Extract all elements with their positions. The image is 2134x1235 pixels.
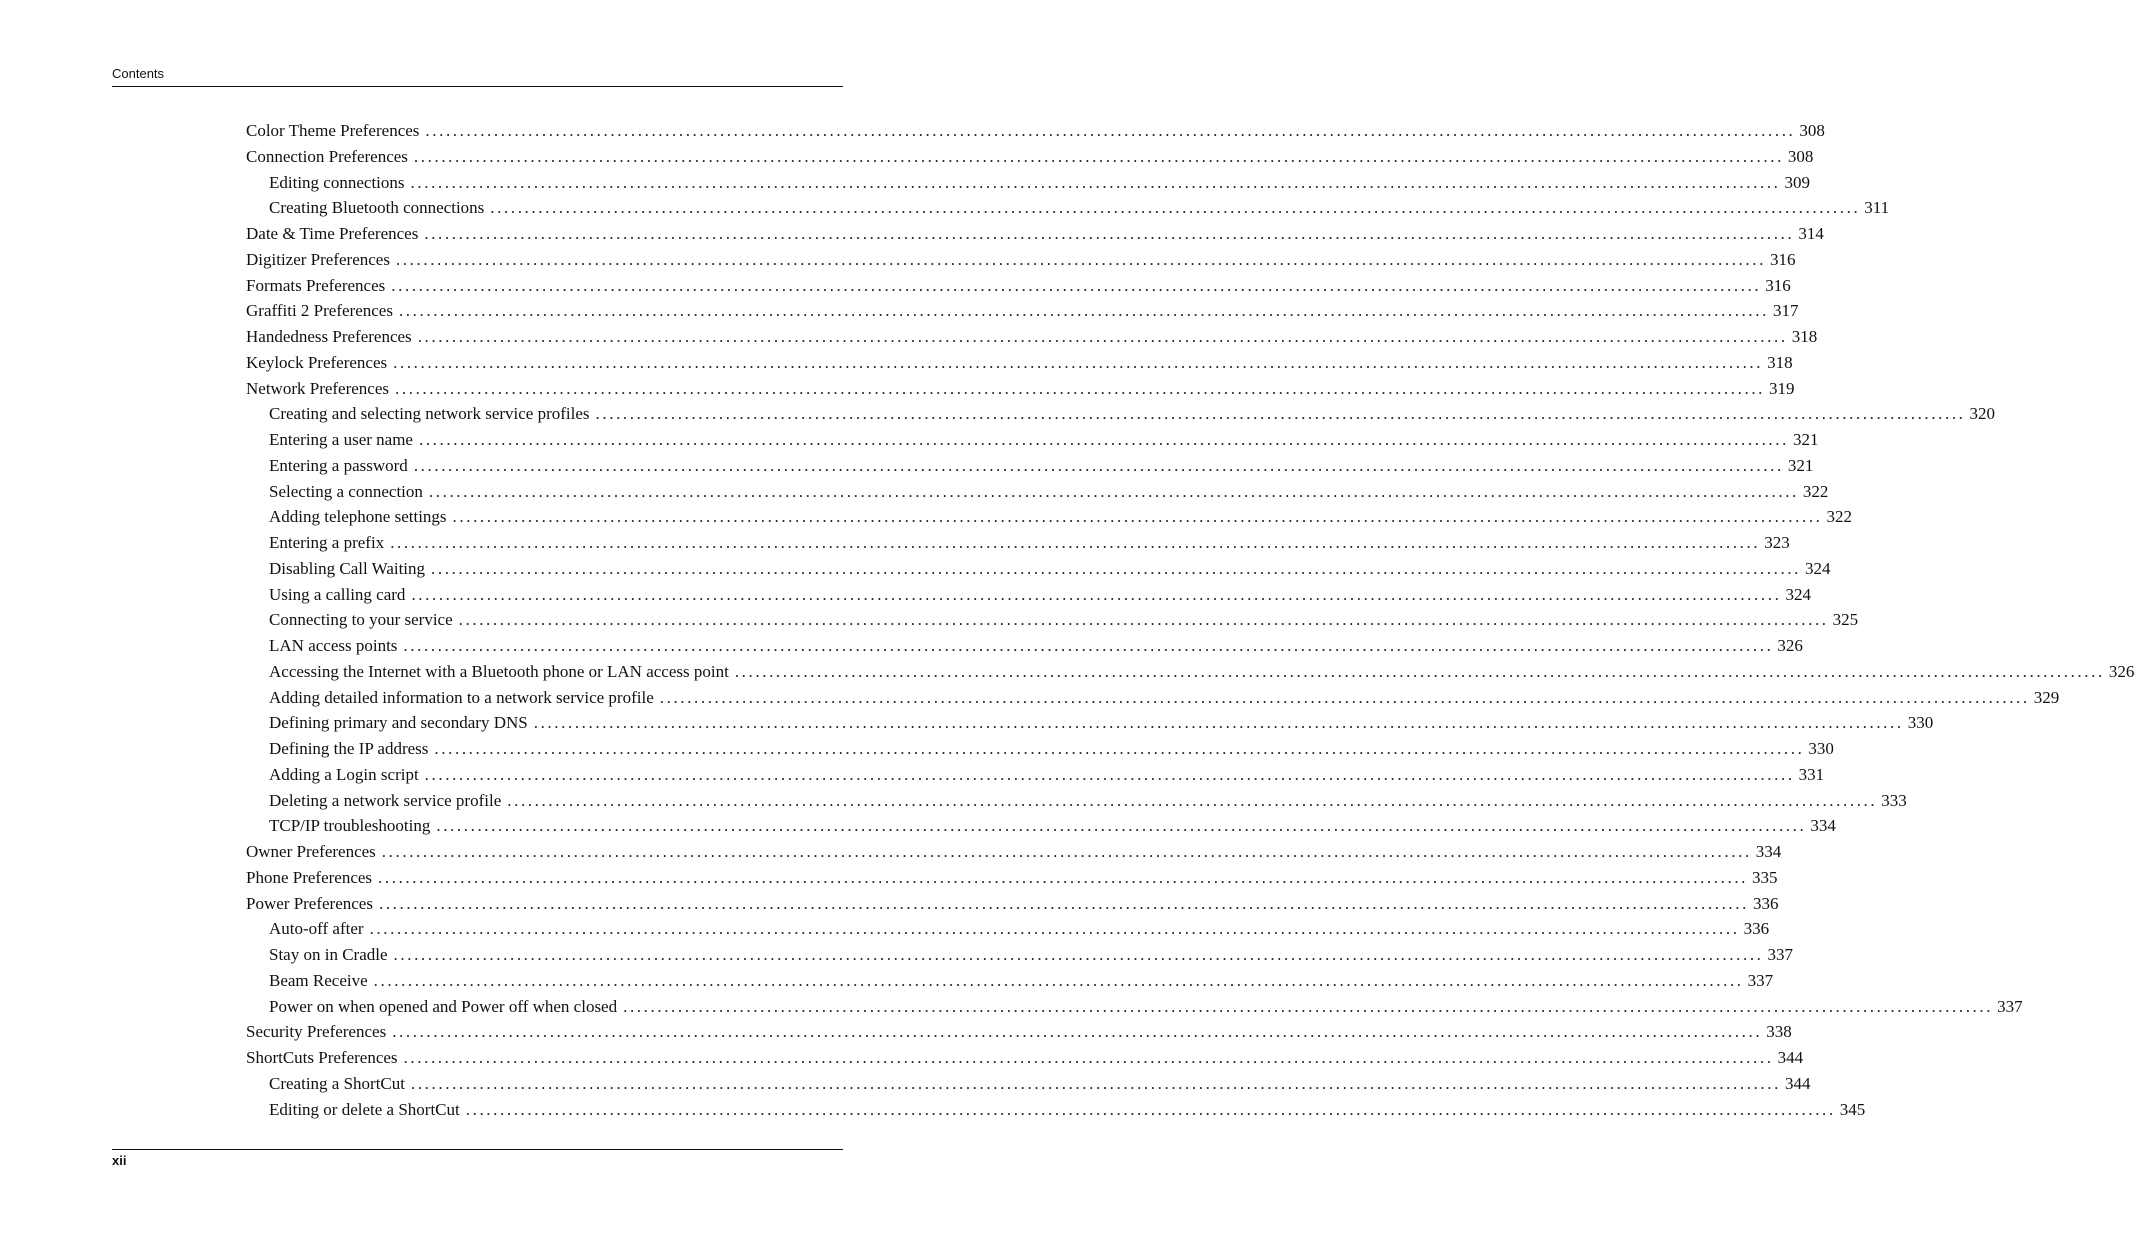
dot-leader: ........................................................................................................................................................................................................	[395, 249, 1766, 269]
dot-leader: ........................................................................................................................................................................................................	[417, 327, 1788, 346]
toc-entry-title: Adding detailed information to a network service profile	[269, 687, 654, 707]
dot-leader: ........................................................................................................................................................................................................	[431, 558, 1802, 578]
toc-entry-page: 335	[1752, 867, 1778, 887]
dot-leader: ........................................................................................................................................................................................................	[392, 1022, 1763, 1042]
dot-leader: ........................................................................................................................................................................................................	[391, 275, 1762, 295]
dot-leader: ........................................................................................................................................................................................................	[369, 919, 1740, 939]
toc-subentry[interactable]	[246, 916, 1770, 942]
toc-entry-page: 323	[1764, 533, 1790, 552]
toc-entry[interactable]	[246, 324, 1818, 350]
dot-leader: ........................................................................................................................................................................................................	[734, 661, 2105, 681]
toc-subentry[interactable]	[246, 736, 1834, 762]
dot-leader: ........................................................................................................................................................................................................	[418, 430, 1789, 449]
dot-leader: ........................................................................................................................................................................................................	[413, 455, 1784, 475]
dot-leader: ........................................................................................................................................................................................................	[410, 1073, 1781, 1093]
toc-subentry[interactable]	[246, 195, 1890, 221]
toc-entry-title: Power Preferences	[246, 893, 373, 913]
toc-entry-page: 326	[2108, 661, 2134, 681]
dot-leader: ........................................................................................................................................................................................................	[378, 867, 1749, 887]
toc-entry[interactable]	[246, 350, 1793, 376]
toc-entry-title: Phone Preferences	[246, 867, 373, 887]
toc-entry-title: Creating and selecting network service profiles	[269, 404, 590, 424]
toc-entry-title: Adding a Login script	[269, 764, 419, 784]
toc-entry-page: 330	[1907, 713, 1934, 733]
toc-entry-page: 309	[1784, 172, 1811, 192]
dot-leader: ........................................................................................................................................................................................................	[378, 893, 1749, 913]
toc-entry-title: Disabling Call Waiting	[269, 558, 426, 578]
dot-leader: ........................................................................................................................................................................................................	[623, 996, 1994, 1016]
toc-entry-page: 326	[1777, 636, 1803, 655]
toc-entry-page: 334	[1810, 816, 1836, 836]
toc-entry-title: Selecting a connection	[269, 481, 423, 501]
toc-subentry[interactable]	[246, 607, 1859, 633]
toc-entry[interactable]	[246, 376, 1795, 402]
toc-subentry[interactable]	[246, 788, 1907, 814]
toc-entry-page: 320	[1969, 404, 1996, 424]
dot-leader: ........................................................................................................................................................................................................	[398, 301, 1769, 321]
toc-subentry[interactable]	[246, 813, 1836, 839]
toc-entry-title: Power on when opened and Power off when closed	[269, 996, 618, 1016]
toc-entry[interactable]	[246, 1045, 1804, 1071]
toc-entry-title: Date & Time Preferences	[246, 224, 419, 243]
dot-leader: ........................................................................................................................................................................................................	[403, 636, 1774, 655]
dot-leader: ........................................................................................................................................................................................................	[413, 146, 1784, 166]
toc-entry-page: 322	[1826, 507, 1853, 527]
dot-leader: ........................................................................................................................................................................................................	[424, 764, 1795, 784]
toc-entry-title: Deleting a network service profile	[269, 790, 502, 810]
dot-leader: ........................................................................................................................................................................................................	[428, 481, 1799, 501]
toc-subentry[interactable]	[246, 762, 1825, 788]
toc-entry-page: 329	[2033, 687, 2060, 707]
toc-entry-title: Network Preferences	[246, 378, 390, 398]
toc-entry-title: Stay on in Cradle	[269, 945, 388, 964]
toc-entry-page: 338	[1766, 1022, 1792, 1042]
toc-entry-title: Auto-off after	[269, 919, 364, 939]
table-of-contents	[246, 118, 2134, 1122]
dot-leader: ........................................................................................................................................................................................................	[425, 121, 1796, 140]
toc-subentry[interactable]	[246, 170, 1811, 196]
toc-entry-page: 321	[1787, 455, 1814, 475]
toc-entry-page: 318	[1791, 327, 1818, 346]
toc-entry-page: 337	[1767, 945, 1794, 964]
toc-entry-title: Accessing the Internet with a Bluetooth phone or LAN access point	[269, 661, 729, 681]
dot-leader: ........................................................................................................................................................................................................	[381, 842, 1752, 861]
header-divider	[112, 86, 843, 87]
toc-entry-page: 336	[1743, 919, 1770, 939]
toc-subentry[interactable]	[246, 530, 1790, 556]
toc-entry[interactable]	[246, 865, 1778, 891]
dot-leader: ........................................................................................................................................................................................................	[393, 352, 1764, 372]
toc-entry-page: 316	[1765, 275, 1791, 295]
toc-entry-page: 330	[1808, 739, 1834, 758]
dot-leader: ........................................................................................................................................................................................................	[434, 739, 1805, 758]
toc-entry-title: Creating a ShortCut	[269, 1073, 405, 1093]
dot-leader: ........................................................................................................................................................................................................	[533, 713, 1904, 733]
dot-leader: ........................................................................................................................................................................................................	[458, 610, 1829, 630]
toc-entry-page: 344	[1784, 1073, 1811, 1093]
dot-leader: ........................................................................................................................................................................................................	[403, 1048, 1774, 1067]
toc-entry-title: Editing or delete a ShortCut	[269, 1099, 460, 1119]
toc-entry-page: 337	[1997, 996, 2023, 1016]
dot-leader: ........................................................................................................................................................................................................	[395, 378, 1766, 398]
toc-subentry[interactable]	[246, 504, 1853, 530]
footer-divider	[112, 1149, 843, 1150]
toc-entry-title: Beam Receive	[269, 970, 368, 990]
toc-entry-title: Defining the IP address	[269, 739, 429, 758]
toc-entry-title: Entering a password	[269, 455, 408, 475]
toc-entry-title: Connection Preferences	[246, 146, 408, 166]
toc-entry-title: Using a calling card	[269, 584, 406, 604]
dot-leader: ........................................................................................................................................................................................................	[465, 1099, 1836, 1119]
dot-leader: ........................................................................................................................................................................................................	[393, 945, 1764, 964]
dot-leader: ........................................................................................................................................................................................................	[411, 584, 1782, 604]
toc-entry-title: Entering a user name	[269, 430, 413, 449]
toc-subentry[interactable]	[246, 994, 2023, 1020]
toc-entry[interactable]	[246, 144, 1814, 170]
dot-leader: ........................................................................................................................................................................................................	[452, 507, 1823, 527]
toc-entry-title: Graffiti 2 Preferences	[246, 301, 393, 321]
toc-entry-title: Security Preferences	[246, 1022, 387, 1042]
toc-subentry[interactable]	[246, 582, 1811, 608]
toc-subentry[interactable]	[246, 453, 1814, 479]
toc-entry-title: Defining primary and secondary DNS	[269, 713, 528, 733]
toc-subentry[interactable]	[246, 1097, 1866, 1123]
toc-entry[interactable]	[246, 1019, 1792, 1045]
toc-entry-page: 318	[1767, 352, 1793, 372]
dot-leader: ........................................................................................................................................................................................................	[595, 404, 1966, 424]
toc-subentry[interactable]	[246, 685, 2060, 711]
toc-entry[interactable]	[246, 118, 1825, 144]
dot-leader: ........................................................................................................................................................................................................	[424, 224, 1795, 243]
toc-subentry[interactable]	[246, 659, 2134, 685]
toc-entry-title: Owner Preferences	[246, 842, 376, 861]
toc-entry-page: 325	[1832, 610, 1859, 630]
toc-entry-title: ShortCuts Preferences	[246, 1048, 398, 1067]
dot-leader: ........................................................................................................................................................................................................	[490, 198, 1861, 218]
toc-subentry[interactable]	[246, 942, 1794, 968]
toc-entry-page: 321	[1792, 430, 1819, 449]
toc-entry-page: 324	[1785, 584, 1811, 604]
toc-entry-page: 319	[1769, 378, 1795, 398]
toc-entry-page: 345	[1839, 1099, 1866, 1119]
toc-entry-page: 322	[1802, 481, 1829, 501]
toc-subentry[interactable]	[246, 556, 1831, 582]
toc-entry-page: 331	[1798, 764, 1825, 784]
toc-entry-page: 316	[1769, 249, 1796, 269]
toc-entry-title: Keylock Preferences	[246, 352, 388, 372]
page-number: xii	[112, 1153, 127, 1168]
dot-leader: ........................................................................................................................................................................................................	[373, 970, 1744, 990]
toc-entry[interactable]	[246, 247, 1796, 273]
dot-leader: ........................................................................................................................................................................................................	[659, 687, 2030, 707]
toc-entry-page: 334	[1755, 842, 1782, 861]
toc-entry-page: 344	[1777, 1048, 1804, 1067]
toc-entry-title: Adding telephone settings	[269, 507, 447, 527]
toc-entry[interactable]	[246, 891, 1779, 917]
toc-entry[interactable]	[246, 839, 1782, 865]
toc-entry[interactable]	[246, 273, 1791, 299]
toc-entry-page: 308	[1799, 121, 1825, 140]
toc-entry-title: Editing connections	[269, 172, 405, 192]
toc-entry-page: 333	[1881, 790, 1907, 810]
toc-entry-title: LAN access points	[269, 636, 398, 655]
toc-entry-title: Creating Bluetooth connections	[269, 198, 485, 218]
dot-leader: ........................................................................................................................................................................................................	[410, 172, 1781, 192]
toc-subentry[interactable]	[246, 1071, 1811, 1097]
toc-entry-title: Connecting to your service	[269, 610, 453, 630]
toc-entry-page: 324	[1805, 558, 1831, 578]
toc-entry-page: 317	[1772, 301, 1799, 321]
toc-subentry[interactable]	[246, 479, 1829, 505]
toc-entry-title: Color Theme Preferences	[246, 121, 420, 140]
toc-subentry[interactable]	[246, 401, 1996, 427]
dot-leader: ........................................................................................................................................................................................................	[507, 790, 1878, 810]
dot-leader: ........................................................................................................................................................................................................	[436, 816, 1807, 836]
toc-entry-page: 337	[1747, 970, 1774, 990]
toc-entry-title: Handedness Preferences	[246, 327, 412, 346]
running-header: Contents	[112, 66, 165, 81]
toc-entry[interactable]	[246, 221, 1824, 247]
toc-entry-title: Entering a prefix	[269, 533, 385, 552]
toc-entry-page: 336	[1752, 893, 1779, 913]
toc-entry-page: 311	[1864, 198, 1890, 218]
toc-entry-title: Digitizer Preferences	[246, 249, 390, 269]
toc-subentry[interactable]	[246, 710, 1934, 736]
toc-subentry[interactable]	[246, 633, 1803, 659]
toc-subentry[interactable]	[246, 968, 1774, 994]
toc-entry[interactable]	[246, 298, 1799, 324]
toc-entry-title: TCP/IP troubleshooting	[269, 816, 431, 836]
toc-entry-page: 308	[1787, 146, 1814, 166]
toc-subentry[interactable]	[246, 427, 1819, 453]
dot-leader: ........................................................................................................................................................................................................	[390, 533, 1761, 552]
toc-entry-title: Formats Preferences	[246, 275, 386, 295]
toc-entry-page: 314	[1798, 224, 1824, 243]
